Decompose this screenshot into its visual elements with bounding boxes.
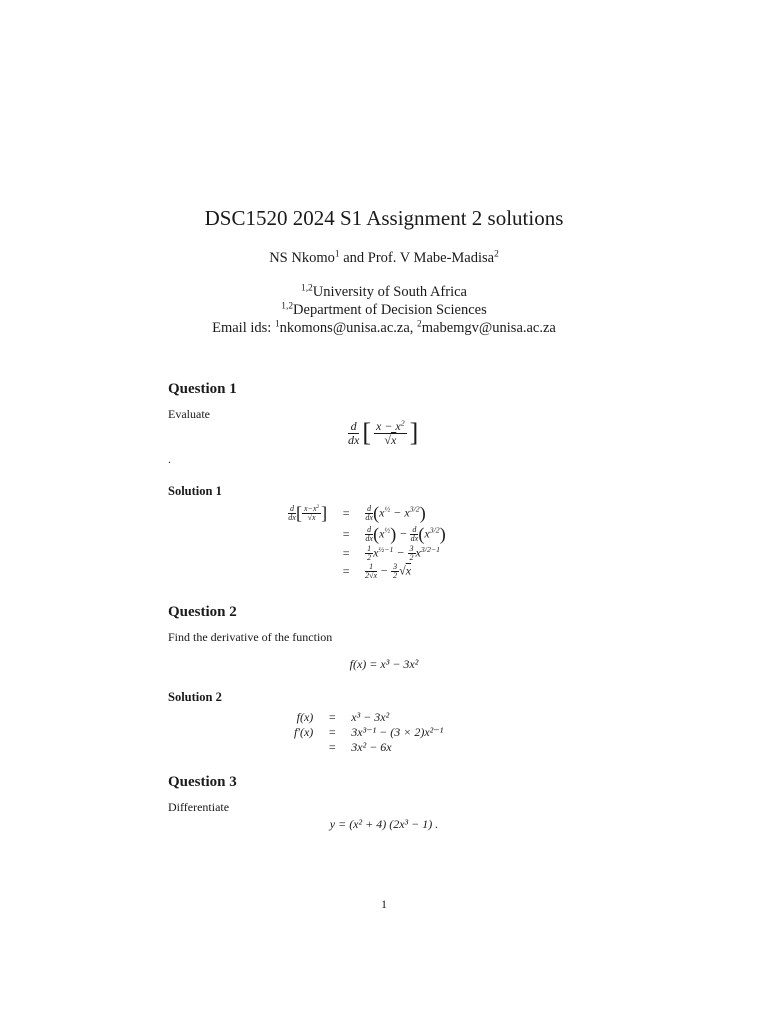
solution-2-heading: Solution 2: [168, 690, 222, 704]
authors-and: and Prof. V Mabe-Madisa: [339, 250, 495, 266]
question-3-prompt: Differentiate: [168, 800, 230, 814]
author-2-sup: 2: [494, 249, 499, 260]
email-1: nkomons@unisa.ac.za,: [279, 320, 418, 336]
question-1-heading: Question 1: [168, 381, 237, 397]
question-3-heading: Question 3: [168, 774, 237, 790]
solution-2-derivation: [292, 710, 445, 755]
author-1-sup: 1: [334, 249, 340, 260]
question-1-period: .: [168, 452, 171, 466]
derivation-row: = $\frac{1}{2}$ $x^{\frac{1}{2}-1}$ − $\frac{3}{2}$ $x^{3/2-1}$: [342, 544, 440, 563]
derivation-row: f(x) = x³ − 3x²: [296, 710, 390, 724]
email-line: Email ids: $^1$nkomons@unisa.ac.za, $^2$mabemgv@unisa.ac.za: [212, 319, 556, 336]
derivation-row: = 3x² − 6x: [328, 740, 392, 754]
authors-line: [0, 250, 768, 267]
question-1-equation: $\frac{d}{dx}$ [ $\frac{x - x^2}{√x}$ ]: [348, 418, 419, 447]
paper-title: DSC1520 2024 S1 Assignment 2 solutions: [204, 206, 564, 230]
solution-1-derivation: [286, 503, 448, 581]
page-number: 1: [381, 897, 387, 911]
solution-1-heading: Solution 1: [168, 484, 222, 498]
derivation-row: = $\frac{1}{2√x}$ − $\frac{3}{2}$ √x: [342, 561, 412, 581]
aff2-sup: 1,2: [281, 301, 294, 312]
derivation-row: = $\frac{d}{dx}$ $(x^{\frac{1}{2}})$ − $\frac{d}{dx}$ $(x^{3/2})$: [342, 524, 446, 544]
question-2-prompt: Find the derivative of the function: [168, 630, 333, 644]
question-1-prompt: Evaluate: [168, 407, 210, 421]
aff1-sup: 1,2: [300, 283, 313, 294]
question-3-equation: y = (x² + 4) (2x³ − 1) .: [329, 817, 439, 831]
email-2: mabemgv@unisa.ac.za: [421, 320, 556, 336]
derivation-row: f′(x) = 3x³⁻¹ − (3 × 2)x²⁻¹: [294, 725, 444, 739]
affiliation-department: $^{1,2}$Department of Decision Sciences: [281, 301, 487, 318]
affiliation-university: $^{1,2}$University of South Africa: [300, 283, 467, 300]
question-2-heading: Question 2: [168, 604, 237, 620]
author-1: NS Nkomo: [269, 250, 335, 266]
derivation-row: $\frac{d}{dx}$ [ $\frac{x-x^2}{√x}$ ] = $\frac{d}{dx}$ $(x^{\frac{1}{2}} - x^{3/2})$: [288, 503, 426, 523]
question-2-equation: f(x) = x³ − 3x²: [349, 657, 419, 671]
